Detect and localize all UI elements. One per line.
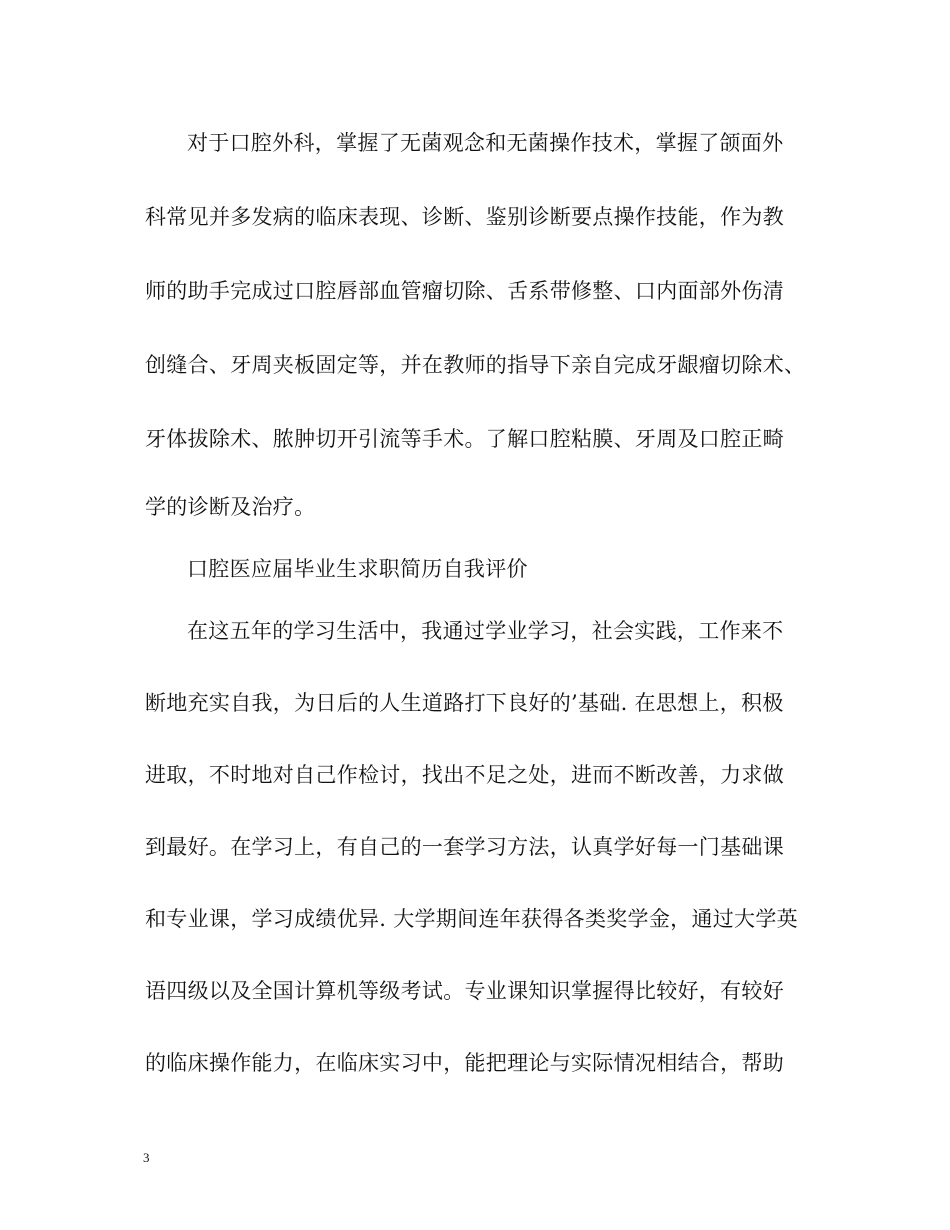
text-line: 在这五年的学习生活中，我通过学业学习，社会实践，工作来不 (187, 619, 784, 643)
section-heading: 口腔医应届毕业生求职简历自我评价 (187, 557, 528, 581)
text-line: 学的诊断及治疗。 (145, 495, 316, 519)
text-line: 牙体拔除术、脓肿切开引流等手术。了解口腔粘膜、牙周及口腔正畸 (145, 427, 784, 451)
text-line: 的临床操作能力，在临床实习中，能把理论与实际情况相结合，帮助 (145, 1051, 784, 1075)
text-line: 到最好。在学习上，有自己的一套学习方法，认真学好每一门基础课 (145, 835, 784, 859)
text-line: 断地充实自我，为日后的人生道路打下良好的’基础. 在思想上，积极 (145, 691, 784, 715)
text-line: 进取，不时地对自己作检讨，找出不足之处，进而不断改善，力求做 (145, 763, 784, 787)
text-line: 对于口腔外科，掌握了无菌观念和无菌操作技术，掌握了颌面外 (187, 131, 784, 155)
text-line: 语四级以及全国计算机等级考试。专业课知识掌握得比较好，有较好 (145, 979, 784, 1003)
text-line: 师的助手完成过口腔唇部血管瘤切除、舌系带修整、口内面部外伤清 (145, 279, 784, 303)
text-line: 科常见并多发病的临床表现、诊断、鉴别诊断要点操作技能，作为教 (145, 205, 784, 229)
text-line: 创缝合、牙周夹板固定等，并在教师的指导下亲自完成牙龈瘤切除术、 (145, 353, 806, 377)
page-number: 3 (143, 1150, 150, 1165)
text-line: 和专业课，学习成绩优异. 大学期间连年获得各类奖学金，通过大学英 (145, 907, 798, 931)
